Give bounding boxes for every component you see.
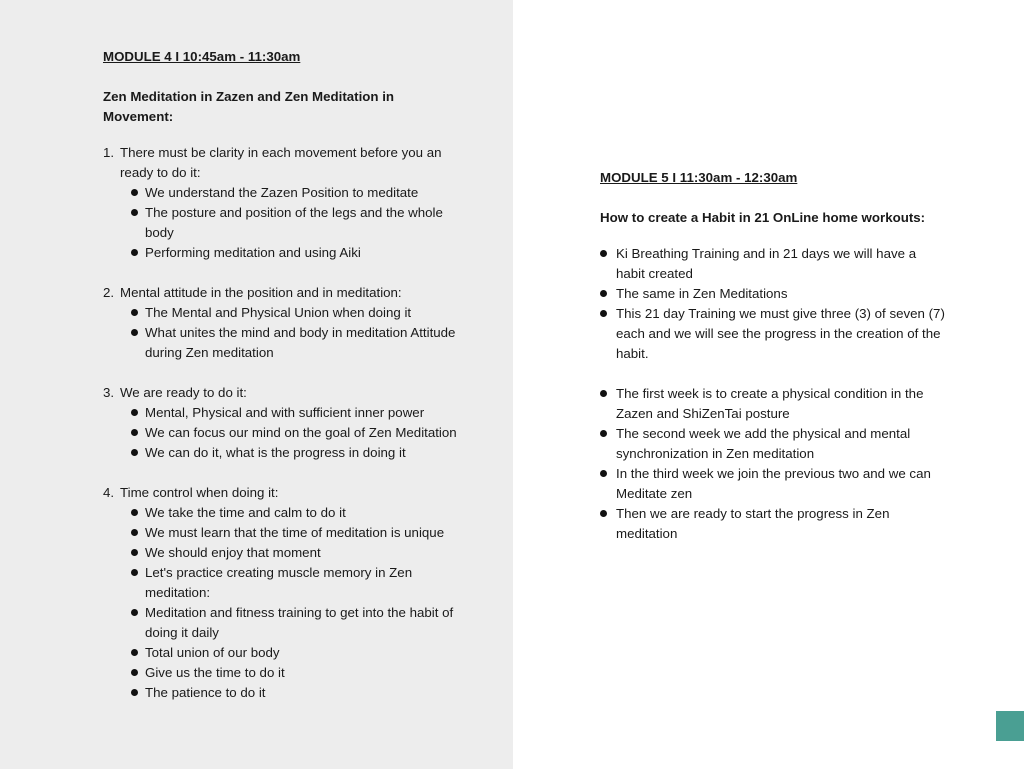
list-item <box>120 183 463 203</box>
bullet-icon <box>131 249 138 256</box>
list-item <box>120 403 463 423</box>
list-item <box>120 683 463 703</box>
module-4-title: Zen Meditation in Zazen and Zen Meditation in Movement: <box>103 89 395 124</box>
numbered-item <box>103 143 463 263</box>
list-item <box>120 323 463 363</box>
bullet-text: We can do it, what is the progress in doing it <box>145 445 406 460</box>
sub-bullet-list <box>120 303 463 363</box>
list-item <box>120 563 463 603</box>
sub-bullet-list <box>120 183 463 263</box>
bullet-text: This 21 day Training we must give three (3) of seven (7) each and we will see the progress in the creation of the habit. <box>616 306 945 361</box>
bullet-icon <box>600 290 607 297</box>
bullet-text: The same in Zen Meditations <box>616 286 788 301</box>
module-4-heading: MODULE 4 I 10:45am - 11:30am <box>103 49 301 64</box>
numbered-item <box>103 383 463 463</box>
module-5-bullet-list-2 <box>600 384 945 544</box>
bullet-icon <box>131 189 138 196</box>
bullet-text: Ki Breathing Training and in 21 days we will have a habit created <box>616 246 917 281</box>
bullet-text: We take the time and calm to do it <box>145 505 346 520</box>
module-5-section <box>600 168 945 544</box>
module-4-numbered-list <box>103 143 463 703</box>
item-number: 3. <box>103 385 115 400</box>
bullet-icon <box>131 429 138 436</box>
list-item <box>120 603 463 643</box>
bullet-text: Give us the time to do it <box>145 665 285 680</box>
list-item <box>600 424 945 464</box>
bullet-icon <box>131 689 138 696</box>
bullet-icon <box>131 209 138 216</box>
item-text: Time control when doing it: <box>120 485 279 500</box>
item-text: We are ready to do it: <box>120 385 247 400</box>
bullet-text: The posture and position of the legs and the whole body <box>145 205 443 240</box>
list-item <box>120 303 463 323</box>
bullet-icon <box>131 409 138 416</box>
list-item <box>600 244 945 284</box>
bullet-text: Meditation and fitness training to get into the habit of doing it daily <box>145 605 454 640</box>
bullet-text: We should enjoy that moment <box>145 545 321 560</box>
list-item <box>120 243 463 263</box>
bullet-text: We understand the Zazen Position to meditate <box>145 185 419 200</box>
bullet-icon <box>600 470 607 477</box>
list-item <box>120 543 463 563</box>
bullet-text: The Mental and Physical Union when doing it <box>145 305 412 320</box>
bullet-icon <box>131 449 138 456</box>
item-number: 2. <box>103 285 115 300</box>
bullet-icon <box>131 329 138 336</box>
page-corner-tab[interactable] <box>996 711 1024 741</box>
bullet-text: Let's practice creating muscle memory in Zen meditation: <box>145 565 413 600</box>
bullet-icon <box>131 649 138 656</box>
bullet-icon <box>131 529 138 536</box>
list-item <box>120 423 463 443</box>
bullet-text: Performing meditation and using Aiki <box>145 245 361 260</box>
sub-bullet-list <box>120 503 463 703</box>
numbered-item <box>103 283 463 363</box>
bullet-text: We must learn that the time of meditation is unique <box>145 525 445 540</box>
sub-bullet-list <box>120 403 463 463</box>
bullet-text: In the third week we join the previous two and we can Meditate zen <box>616 466 931 501</box>
item-number: 1. <box>103 145 115 160</box>
bullet-text: Mental, Physical and with sufficient inner power <box>145 405 425 420</box>
bullet-text: The first week is to create a physical condition in the Zazen and ShiZenTai posture <box>616 386 924 421</box>
bullet-icon <box>600 310 607 317</box>
list-item <box>120 643 463 663</box>
bullet-text: Total union of our body <box>145 645 280 660</box>
bullet-icon <box>131 509 138 516</box>
list-item <box>120 203 463 243</box>
list-item <box>600 384 945 424</box>
module-5-title: How to create a Habit in 21 OnLine home workouts: <box>600 210 926 225</box>
bullet-icon <box>600 510 607 517</box>
item-text: Mental attitude in the position and in meditation: <box>120 285 402 300</box>
bullet-icon <box>600 430 607 437</box>
module-5-heading: MODULE 5 I 11:30am - 12:30am <box>600 170 798 185</box>
list-item <box>600 504 945 544</box>
item-text: There must be clarity in each movement before you an ready to do it: <box>120 145 442 180</box>
list-item <box>600 464 945 504</box>
bullet-icon <box>600 250 607 257</box>
module-4-section <box>103 47 463 723</box>
bullet-icon <box>131 569 138 576</box>
numbered-item <box>103 483 463 703</box>
list-item <box>120 503 463 523</box>
item-number: 4. <box>103 485 115 500</box>
module-5-bullet-list-1 <box>600 244 945 364</box>
bullet-icon <box>131 549 138 556</box>
list-item <box>120 443 463 463</box>
bullet-text: The patience to do it <box>145 685 266 700</box>
bullet-text: What unites the mind and body in meditation Attitude during Zen meditation <box>145 325 456 360</box>
bullet-icon <box>131 669 138 676</box>
bullet-text: The second week we add the physical and mental synchronization in Zen meditation <box>616 426 911 461</box>
bullet-text: Then we are ready to start the progress in Zen meditation <box>616 506 890 541</box>
bullet-icon <box>131 309 138 316</box>
list-item <box>600 304 945 364</box>
bullet-icon <box>600 390 607 397</box>
list-item <box>120 663 463 683</box>
bullet-icon <box>131 609 138 616</box>
list-item <box>600 284 945 304</box>
bullet-text: We can focus our mind on the goal of Zen Meditation <box>145 425 457 440</box>
list-item <box>120 523 463 543</box>
